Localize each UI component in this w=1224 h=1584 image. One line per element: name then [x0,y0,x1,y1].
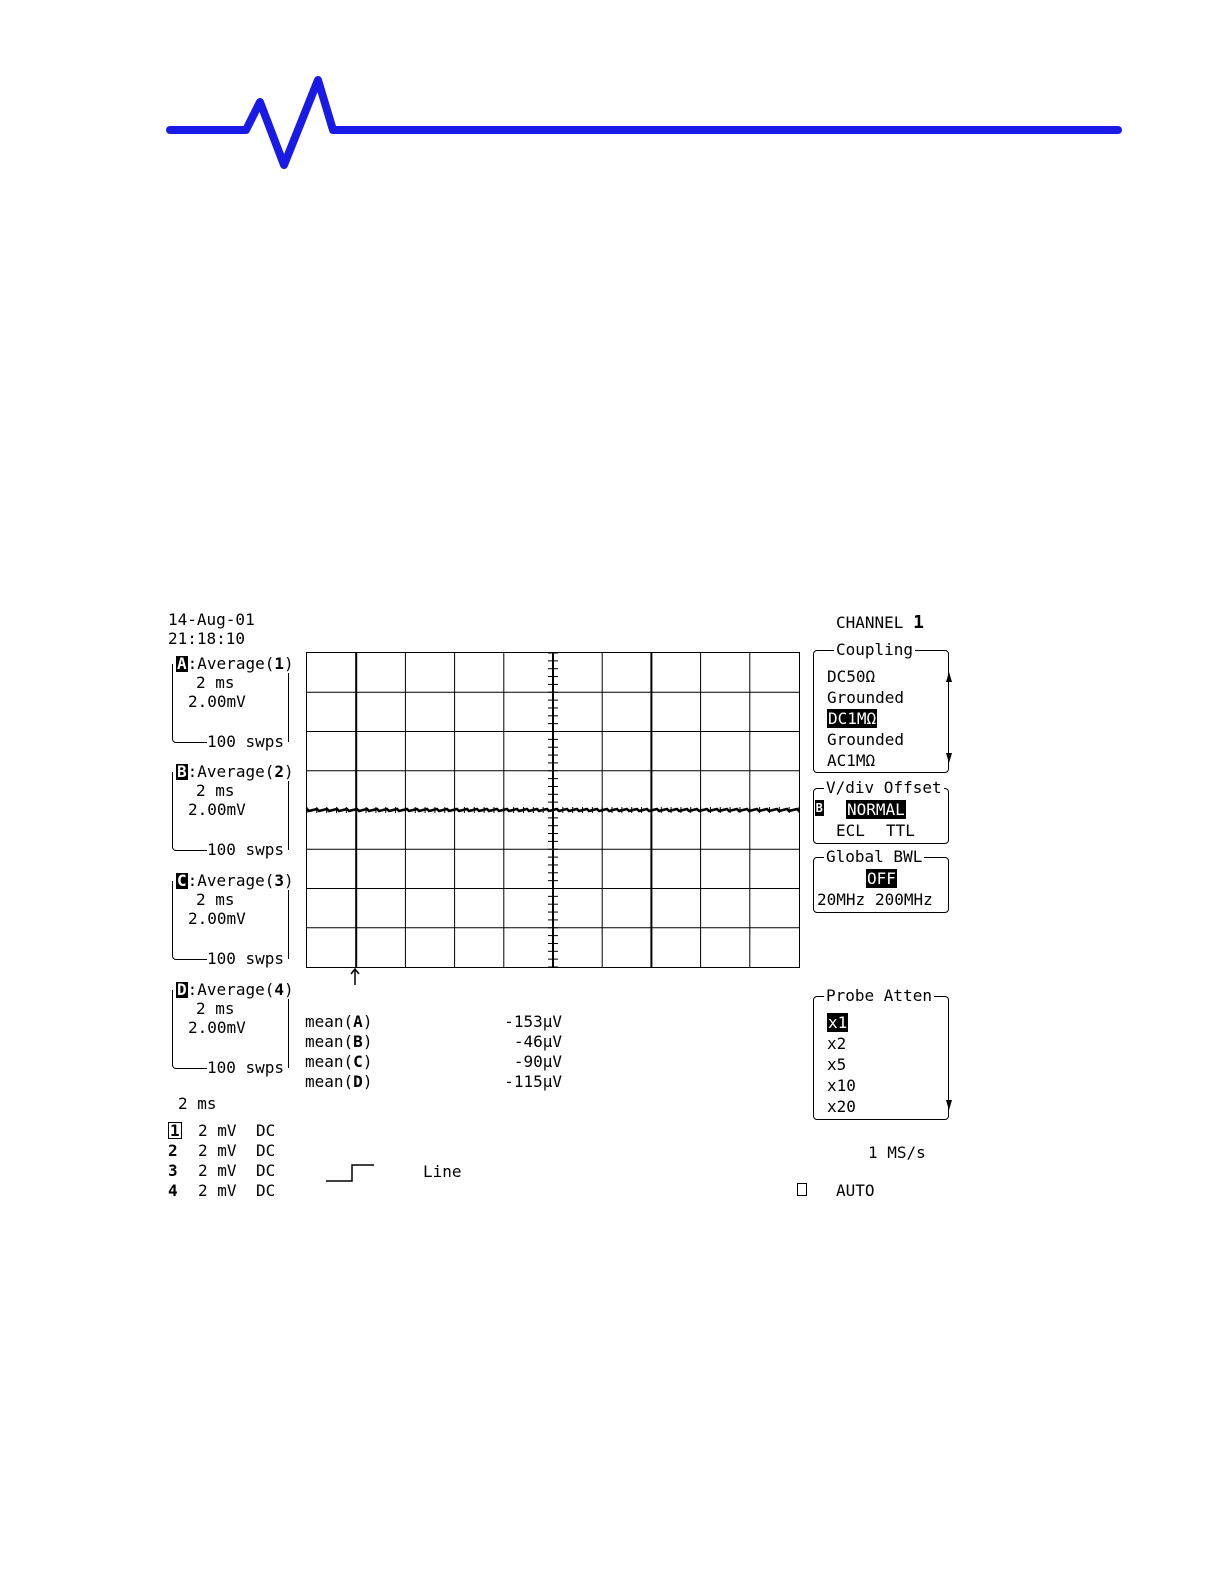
waveform-trace [307,809,799,811]
channel-number: 1 [170,1121,180,1140]
trace-timebase: 2 ms [196,890,235,909]
trace-bracket-right [262,990,289,1068]
measurement-value: -46µV [513,1032,562,1051]
trace-vdiv: 2.00mV [188,909,246,928]
probe-option[interactable]: x10 [827,1076,856,1095]
probe-atten-title: Probe Atten [826,986,932,1005]
coupling-option[interactable]: Grounded [827,688,905,707]
probe-option[interactable]: x5 [827,1055,847,1074]
channel-vdiv: 2 mV [198,1121,237,1140]
scroll-down-icon[interactable] [943,1098,953,1112]
time-readout: 21:18:10 [168,629,246,648]
coupling-option[interactable]: DC50Ω [827,667,876,686]
trace-vdiv: 2.00mV [188,692,246,711]
measurement-label: mean(D) [305,1072,373,1091]
coupling-panel[interactable] [813,640,949,773]
trace-sweeps: 100 swps [207,840,285,859]
probe-atten-panel[interactable] [813,986,949,1120]
trace-source-channel: 2 [274,762,284,781]
measurement-value: -90µV [513,1052,562,1071]
trace-id: D [177,980,187,999]
measurement-label: mean(C) [305,1052,373,1071]
channel-vdiv: 2 mV [198,1181,237,1200]
channel-number: 2 [168,1141,178,1160]
trace-id: B [177,762,187,781]
trace-heading: D:Average(4) [177,980,294,999]
trace-sweeps: 100 swps [207,1058,285,1077]
measurement-value: -115µV [504,1072,562,1091]
offset-panel[interactable] [813,778,949,844]
trace-vdiv: 2.00mV [188,800,246,819]
offset-option-ecl[interactable]: ECL [836,821,865,840]
trigger-mode-square-icon [797,1183,807,1196]
trace-id: A [177,654,187,673]
channel-vdiv: 2 mV [198,1161,237,1180]
trace-timebase: 2 ms [196,999,235,1018]
channel-number: 4 [168,1181,178,1200]
rising-edge-icon [325,1162,377,1184]
coupling-title: Coupling [836,640,914,659]
timebase-readout: 2 ms [178,1094,217,1113]
trace-id: C [177,871,187,890]
coupling-option[interactable]: DC1MΩ [828,709,877,728]
offset-title: V/div Offset [826,778,942,797]
trace-b-marker: B [815,801,823,815]
measurement-label: mean(A) [305,1012,373,1031]
trace-function: Average [197,654,265,673]
trace-vdiv: 2.00mV [188,1018,246,1037]
channel-coupling: DC [256,1121,276,1140]
offset-option-ttl[interactable]: TTL [886,821,915,840]
waveform-grid[interactable] [306,652,800,968]
offset-option-selected[interactable]: NORMAL [847,800,905,819]
trace-source-channel: 4 [274,980,284,999]
bwl-option-200mhz[interactable]: 200MHz [875,890,933,909]
trace-heading: B:Average(2) [177,762,294,781]
channel-vdiv: 2 mV [198,1141,237,1160]
channel-coupling: DC [256,1141,276,1160]
trace-sweeps: 100 swps [207,732,285,751]
trace-function: Average [197,980,265,999]
bwl-title: Global BWL [826,847,923,866]
trigger-mode: AUTO [836,1181,875,1200]
trace-function: Average [197,762,265,781]
trigger-source: Line [423,1162,462,1181]
trace-bracket-right [262,664,289,742]
channel-number-cell [168,1161,178,1180]
trigger-position-arrow-icon [348,966,362,986]
trace-sweeps: 100 swps [207,949,285,968]
probe-option[interactable]: x1 [828,1013,848,1032]
trace-heading: C:Average(3) [177,871,294,890]
channel-number-cell [168,1121,182,1140]
channel-number-cell [168,1181,178,1200]
channel-coupling: DC [256,1161,276,1180]
channel-number-cell [168,1141,178,1160]
bwl-option-20mhz[interactable]: 20MHz [817,890,866,909]
pulse-wave-logo [0,0,1224,200]
trace-heading: A:Average(1) [177,654,294,673]
probe-option[interactable]: x2 [827,1034,847,1053]
measurement-label: mean(B) [305,1032,373,1051]
trace-timebase: 2 ms [196,781,235,800]
date-readout: 14-Aug-01 [168,610,255,629]
scroll-up-icon[interactable] [943,670,953,684]
probe-option[interactable]: x20 [827,1097,856,1116]
trace-source-channel: 1 [274,654,284,673]
scroll-down-icon[interactable] [943,751,953,765]
coupling-option[interactable]: AC1MΩ [827,751,876,770]
trace-source-channel: 3 [274,871,284,890]
grid-lines [307,653,799,967]
trace-bracket-right [262,881,289,959]
measurement-value: -153µV [504,1012,562,1031]
bwl-panel[interactable] [813,847,949,913]
trace-timebase: 2 ms [196,673,235,692]
coupling-option[interactable]: Grounded [827,730,905,749]
trace-function: Average [197,871,265,890]
trace-bracket-right [262,772,289,850]
bwl-option-selected[interactable]: OFF [867,869,896,888]
sample-rate: 1 MS/s [868,1143,926,1162]
channel-number: 3 [168,1161,178,1180]
channel-coupling: DC [256,1181,276,1200]
menu-title: CHANNEL 1 [836,612,924,633]
